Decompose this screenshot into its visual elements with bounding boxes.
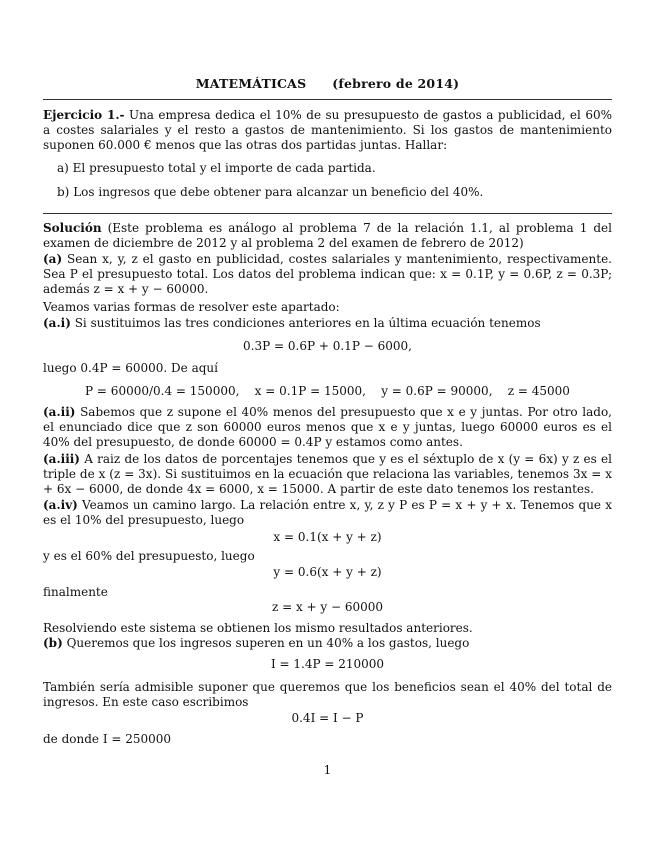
- part-ai-label: (a.i): [43, 316, 71, 330]
- part-aii-text: Sabemos que z supone el 40% menos del presupuesto que x e y juntas. Por otro lado, el enunciado dice que z son 60000 euros menos que x e y juntas, luego 60000 euros es el 40% del presupuesto, de donde 60000 = 0.4P y estamos como antes.: [43, 405, 612, 450]
- exam-date: (febrero de 2014): [332, 76, 460, 91]
- top-divider: [43, 99, 612, 100]
- part-ai-text: Si sustituimos las tres condiciones anteriores en la última ecuación tenemos: [74, 316, 541, 330]
- page-number: 1: [323, 763, 332, 777]
- part-aiii: [43, 452, 612, 498]
- part-aii-label: (a.ii): [43, 405, 76, 419]
- exercise-text: Una empresa dedica el 10% de su presupuesto de gastos a publicidad, el 60% a costes salariales y el resto a gastos de mantenimiento. Si los gastos de mantenimiento suponen 60.000 € menos que las otras dos partidas juntas. Hallar:: [43, 108, 612, 153]
- exercise-statement: [43, 108, 612, 154]
- exercise-label: Ejercicio 1.-: [43, 108, 125, 122]
- finally-line: finalmente: [43, 585, 108, 599]
- part-ai: [43, 316, 612, 331]
- then-line: luego 0.4P = 60000. De aquí: [43, 361, 218, 375]
- exercise-item-b: [57, 185, 612, 200]
- part-a-label: (a): [43, 252, 63, 266]
- equation-4: y = 0.6(x + y + z): [273, 565, 382, 579]
- part-a: [43, 252, 612, 298]
- y-line: y es el 60% del presupuesto, luego: [43, 549, 255, 563]
- part-b-text: Queremos que los ingresos superen en un 40% a los gastos, luego: [66, 636, 470, 650]
- final-line: de donde I = 250000: [43, 732, 172, 746]
- ways-line: Veamos varias formas de resolver este apartado:: [43, 300, 340, 314]
- middle-divider: [43, 213, 612, 214]
- part-b-label: (b): [43, 636, 63, 650]
- exercise-item-a: [57, 161, 612, 176]
- part-aiv-text: Veamos un camino largo. La relación entre x, y, z y P es P = x + y + x. Tenemos que x es el 10% del presupuesto, luego: [43, 498, 612, 528]
- part-b: [43, 636, 612, 651]
- item-text: El presupuesto total y el importe de cada partida.: [72, 161, 376, 175]
- equation-2: P = 60000/0.4 = 150000, x = 0.1P = 15000, y = 0.6P = 90000, z = 45000: [85, 384, 570, 398]
- part-aii: [43, 405, 612, 451]
- page-header: [43, 76, 612, 91]
- part-aiii-label: (a.iii): [43, 452, 80, 466]
- solution-intro-text: (Este problema es análogo al problema 7 de la relación 1.1, al problema 1 del examen de diciembre de 2012 y al problema 2 del examen de febrero de 2012): [43, 221, 612, 251]
- part-aiv: [43, 498, 612, 528]
- equation-7: 0.4I = I − P: [291, 711, 364, 725]
- resolve-line: Resolviendo este sistema se obtienen los mismo resultados anteriores.: [43, 621, 473, 635]
- alternative-text: También sería admisible suponer que queremos que los beneficios sean el 40% del total de ingresos. En este caso escribimos: [43, 680, 612, 710]
- equation-3: x = 0.1(x + y + z): [273, 530, 382, 544]
- part-aiv-label: (a.iv): [43, 498, 78, 512]
- part-aiii-text: A raiz de los datos de porcentajes tenemos que y es el séxtuplo de x (y = 6x) y z es el triple de x (z = 3x). Si sustituimos en la ecuación que relaciona las variables, tenemos 3x = x + 6x − 6000, de donde 4x = 6000, x = 15000. A partir de este dato tenemos los restantes.: [43, 452, 613, 497]
- solution-intro: [43, 221, 612, 251]
- subject-title: MATEMÁTICAS: [195, 76, 307, 91]
- solution-label: Solución: [43, 221, 102, 235]
- item-text: Los ingresos que debe obtener para alcanzar un beneficio del 40%.: [73, 185, 484, 199]
- item-marker: b): [57, 185, 70, 199]
- equation-1: 0.3P = 0.6P + 0.1P − 6000,: [243, 339, 412, 353]
- part-a-text: Sean x, y, z el gasto en publicidad, costes salariales y mantenimiento, respectivamente. Sea P el presupuesto total. Los datos del problema indican que: x = 0.1P, y = 0.6P, z = 0.3P; además z = x + y − 60000.: [43, 252, 612, 297]
- equation-5: z = x + y − 60000: [271, 600, 384, 614]
- item-marker: a): [57, 161, 69, 175]
- equation-6: I = 1.4P = 210000: [270, 657, 385, 671]
